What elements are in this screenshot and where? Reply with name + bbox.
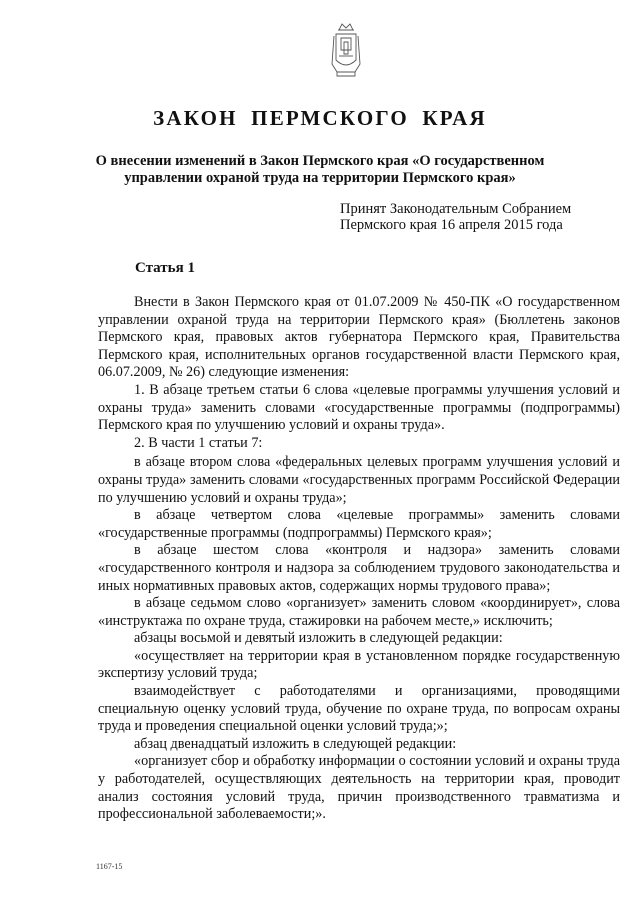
- paragraph: «организует сбор и обработку информации о состоянии условий и охраны труда у работодателей, осуществляющих деятельность на территории края, проводит анализ состояния условий труда, причин производственного травматизма и профессиональной заболеваемости;».: [98, 753, 621, 823]
- perm-krai-coat-of-arms-icon: [330, 20, 362, 78]
- paragraph: Внести в Закон Пермского края от 01.07.2009 № 450-ПК «О государственном управлении охраной труда на территории Пермского края» (Бюллетень законов Пермского края, правовых актов губернатора Пермского края, Правительства Пермского края, исполнительных органов государственной власти Пермского края, 06.07.2009, № 26) следующие изменения:: [98, 294, 620, 381]
- law-subtitle: [0, 153, 640, 187]
- paragraph: в абзаце шестом слова «контроля и надзора» заменить словами «государственного контроля и надзора за соблюдением трудового законодательства и иных нормативных правовых актов, содержащих нормы трудового права»;: [98, 542, 620, 594]
- adoption-line: Принят Законодательным Собранием: [340, 201, 572, 217]
- paragraph: в абзаце четвертом слова «целевые программы» заменить словами «государственные программы (подпрограммы) Пермского края»;: [98, 507, 620, 541]
- paragraph: 1. В абзаце третьем статьи 6 слова «целевые программы улучшения условий и охраны труда» заменить словами «государственные программы (подпрограммы) Пермского края по улучшению условий и охраны труда».: [98, 381, 620, 434]
- article-body: [98, 294, 620, 824]
- paragraph: в абзаце втором слова «федеральных целевых программ улучшения условий и охраны труда» заменить словами «государственных программ Российской Федерации по улучшению условий и охраны труда»;: [98, 454, 620, 506]
- adoption-note: [340, 202, 571, 233]
- law-title: ЗАКОН ПЕРМСКОГО КРАЯ: [153, 106, 487, 130]
- paragraph: абзац двенадцатый изложить в следующей редакции:: [134, 735, 457, 752]
- adoption-line: Пермского края 16 апреля 2015 года: [340, 216, 563, 233]
- paragraph: 2. В части 1 статьи 7:: [134, 434, 263, 451]
- subtitle-line: О внесении изменений в Закон Пермского края «О государственном: [95, 153, 545, 169]
- subtitle-line: управлении охраной труда на территории Пермского края»: [124, 170, 516, 186]
- paragraph: взаимодействует с работодателями и организациями, проводящими специальную оценку условий труда, обучение по охране труда, по вопросам охраны труда и проведения специальной оценки условий труда;»;: [98, 683, 620, 735]
- article-heading: Статья 1: [135, 260, 195, 276]
- document-code: 1167-15: [96, 862, 123, 871]
- paragraph: «осуществляет на территории края в установленном порядке государственную экспертизу условий труда;: [98, 647, 620, 682]
- paragraph: абзацы восьмой и девятый изложить в следующей редакции:: [134, 630, 503, 647]
- coat-of-arms-emblem: [330, 20, 362, 78]
- paragraph: в абзаце седьмом слово «организует» заменить словом «координирует», слова «инструктажа по охране труда, стажировки на рабочем месте,» исключить;: [98, 595, 620, 629]
